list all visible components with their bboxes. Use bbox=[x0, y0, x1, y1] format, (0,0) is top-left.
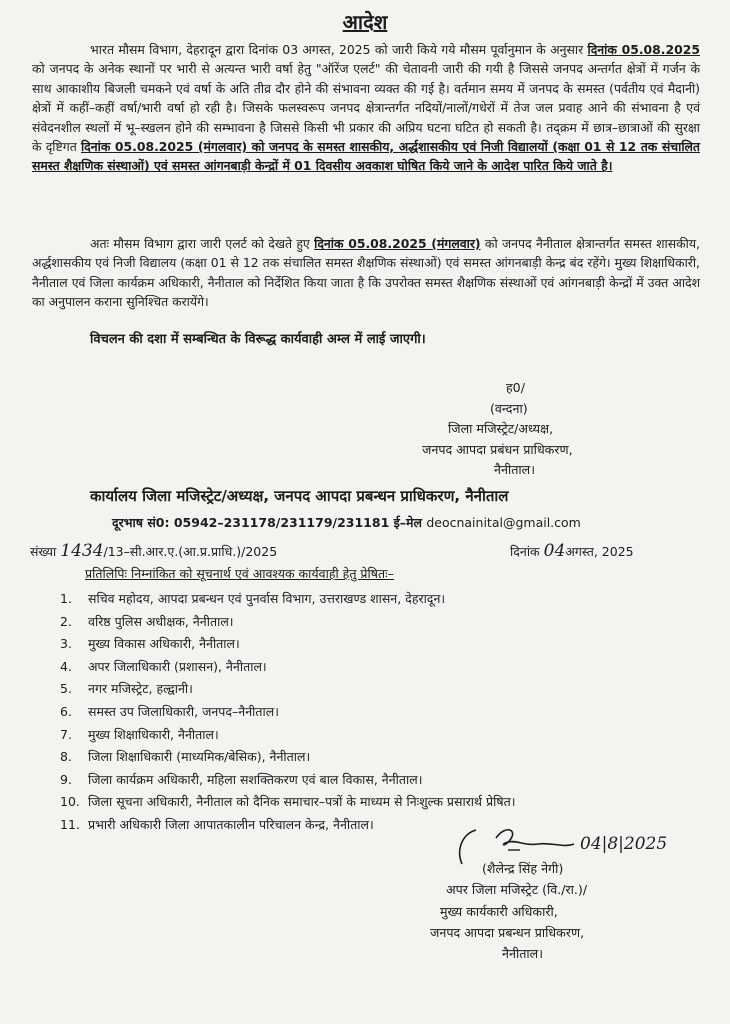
list-number: 7. bbox=[60, 726, 72, 742]
list-text: जिला कार्यक्रम अधिकारी, महिला सशक्तिकरण एवं बाल विकास, नैनीताल। bbox=[88, 771, 423, 787]
signatory-designation: जिला मजिस्ट्रेट/अध्यक्ष, bbox=[448, 421, 554, 436]
para2-date: दिनांक 05.08.2025 (मंगलवार) bbox=[314, 236, 481, 251]
list-item bbox=[60, 611, 515, 634]
copy-to-heading: प्रतिलिपिः निम्नांकित को सूचनार्थ एवं आवश्यक कार्यवाही हेतु प्रेषितः– bbox=[85, 566, 394, 581]
reference-label: संख्या bbox=[30, 544, 57, 559]
order-title: आदेश bbox=[342, 10, 388, 34]
list-number: 5. bbox=[60, 681, 72, 697]
list-number: 6. bbox=[60, 703, 72, 719]
signatory-name: (शैलेन्द्र सिंह नेगी) bbox=[482, 861, 564, 876]
reference-date bbox=[510, 541, 634, 561]
list-text: समस्त उप जिलाधिकारी, जनपद–नैनीताल। bbox=[88, 703, 279, 719]
list-number: 3. bbox=[60, 636, 72, 652]
signature-stroke bbox=[496, 830, 574, 846]
paragraph-directive bbox=[32, 234, 700, 312]
list-item bbox=[60, 769, 515, 792]
list-number: 2. bbox=[60, 613, 72, 629]
signatory-place: नैनीताल। bbox=[494, 462, 535, 477]
list-number: 11. bbox=[60, 816, 80, 832]
list-text: जिला शिक्षाधिकारी (माध्यमिक/बेसिक), नैनीताल। bbox=[88, 749, 311, 765]
reference-line bbox=[30, 541, 700, 561]
office-heading: कार्यालय जिला मजिस्ट्रेट/अध्यक्ष, जनपद आपदा प्रबन्धन प्राधिकरण, नैनीताल bbox=[90, 487, 509, 505]
signature-block-dm bbox=[422, 378, 652, 481]
reference-handwritten-number: 1434 bbox=[60, 541, 104, 561]
list-text: प्रभारी अधिकारी जिला आपातकालीन परिचालन केन्द्र, नैनीताल। bbox=[88, 816, 374, 832]
list-number: 4. bbox=[60, 658, 72, 674]
phone-numbers: दूरभाष सं0: 05942–231178/231179/231181 ई–मेल bbox=[112, 515, 422, 530]
contact-line bbox=[112, 514, 581, 531]
date-handwritten-day: 04 bbox=[543, 541, 566, 561]
list-item bbox=[60, 746, 515, 769]
signatory-designation: अपर जिला मजिस्ट्रेट (वि./रा.)/ bbox=[446, 882, 588, 898]
list-number: 10. bbox=[60, 794, 80, 810]
list-text: वरिष्ठ पुलिस अधीक्षक, नैनीताल। bbox=[88, 613, 234, 629]
para1-text-a: भारत मौसम विभाग, देहरादून द्वारा दिनांक 03 अगस्त, 2025 को जारी किये गये मौसम पूर्वानुमान के अनुसार bbox=[90, 42, 588, 57]
list-text: नगर मजिस्ट्रेट, हल्द्वानी। bbox=[88, 681, 193, 697]
list-item bbox=[60, 633, 515, 656]
signatory-role: मुख्य कार्यकारी अधिकारी, bbox=[440, 903, 558, 919]
list-item bbox=[60, 791, 515, 814]
signatory-place: नैनीताल। bbox=[502, 946, 543, 962]
signature-date: 04|8|2025 bbox=[580, 834, 668, 854]
list-text: मुख्य विकास अधिकारी, नैनीताल। bbox=[88, 636, 240, 652]
signed-mark: ह0/ bbox=[506, 380, 525, 395]
para2-text-a: अतः मौसम विभाग द्वारा जारी एलर्ट को देखते हुए bbox=[90, 236, 315, 251]
email-address: deocnainital@gmail.com bbox=[426, 515, 581, 530]
list-item bbox=[60, 678, 515, 701]
signatory-authority: जनपद आपदा प्रबन्धन प्राधिकरण, bbox=[430, 924, 585, 940]
signatory-authority: जनपद आपदा प्रबंधन प्राधिकरण, bbox=[422, 441, 573, 457]
list-number: 8. bbox=[60, 749, 72, 765]
list-text: मुख्य शिक्षाधिकारी, नैनीताल। bbox=[88, 726, 219, 742]
signatory-name: (वन्दना) bbox=[490, 400, 528, 416]
para1-text-b: को जनपद के अनेक स्थानों पर भारी से अत्यन्त भारी वर्षा हेतु "ऑरेंज एलर्ट" की चेतावनी जारी की गयी है जिससे जनपद अन्तर्गत क्षेत्रों में गर्जन के साथ आकाशीय बिजली चमकने एवं वर्षा के अति तीव्र दौर होने की संभावना व्यक्त की गई है। वर्तमान समय में जनपद के समस्त (पर्वतीय एवं मैदानी) क्षेत्रों में कहीं–कहीं वर्षा/भारी वर्षा हो रही है। जिसके फलस्वरूप जनपद क्षेत्रान्तर्गत नदियों/नालों/गधेरों में तेज जल प्रवाह आने की संभावना है एवं संवेदनशील स्थलों में भू–स्खलन होने की सम्भावना है जिससे किसी भी प्रकार की अप्रिय घटना घटित हो सकती है। तद्क्रम में छात्र–छात्राओं की सुरक्षा के दृष्टिगत bbox=[32, 61, 700, 155]
date-prefix: दिनांक bbox=[510, 544, 540, 559]
list-item bbox=[60, 724, 515, 747]
list-number: 1. bbox=[60, 591, 72, 606]
list-text: अपर जिलाधिकारी (प्रशासन), नैनीताल। bbox=[88, 658, 267, 674]
list-text: सचिव महोदय, आपदा प्रबन्धन एवं पुनर्वास विभाग, उत्तराखण्ड शासन, देहरादून। bbox=[88, 591, 446, 606]
reference-code: /13–सी.आर.ए.(आ.प्र.प्राधि.)/2025 bbox=[103, 544, 278, 559]
list-item bbox=[60, 656, 515, 679]
list-item bbox=[60, 588, 515, 611]
list-item bbox=[60, 701, 515, 724]
recipient-list bbox=[60, 588, 515, 837]
paragraph-forecast bbox=[32, 40, 700, 176]
para1-holiday-order: दिनांक 05.08.2025 (मंगलवार) को जनपद के समस्त शासकीय, अर्द्धशासकीय एवं निजी विद्यालयों (कक्षा 01 से 12 तक संचालित समस्त शैक्षणिक संस्थाओं) एवं समस्त आंगनबाड़ी केन्द्रों में 01 दिवसीय अवकाश घोषित किये जाने के आदेश पारित किये जाते है। bbox=[32, 139, 700, 174]
para1-date: दिनांक 05.08.2025 bbox=[587, 42, 700, 57]
date-suffix: अगस्त, 2025 bbox=[565, 544, 634, 559]
list-text: जिला सूचना अधिकारी, नैनीताल को दैनिक समाचार–पत्रों के माध्यम से निःशुल्क प्रसारार्थ प्रेषित। bbox=[88, 794, 516, 810]
list-number: 9. bbox=[60, 771, 72, 787]
signature-block-adm bbox=[430, 858, 690, 964]
para2-text-b: को जनपद नैनीताल क्षेत्रान्तर्गत समस्त शासकीय, अर्द्धशासकीय एवं निजी विद्यालय (कक्षा 01 से 12 तक संचालित समस्त शैक्षणिक संस्थाओं) एवं समस्त आंगनबाड़ी केन्द्र बंद रहेंगे। मुख्य शिक्षाधिकारी, नैनीताल एवं जिला कार्यक्रम अधिकारी, नैनीताल को निर्देशित किया जाता है कि उपरोक्त समस्त शैक्षणिक संस्थाओं एवं आंगनबाड़ी केन्द्रों में उक्त आदेश का अनुपालन कराना सुनिश्चित करायेंगे। bbox=[32, 236, 700, 310]
paragraph-warning: विचलन की दशा में सम्बन्धित के विरूद्ध कार्यवाही अम्ल में लाई जाएगी। bbox=[90, 332, 426, 347]
